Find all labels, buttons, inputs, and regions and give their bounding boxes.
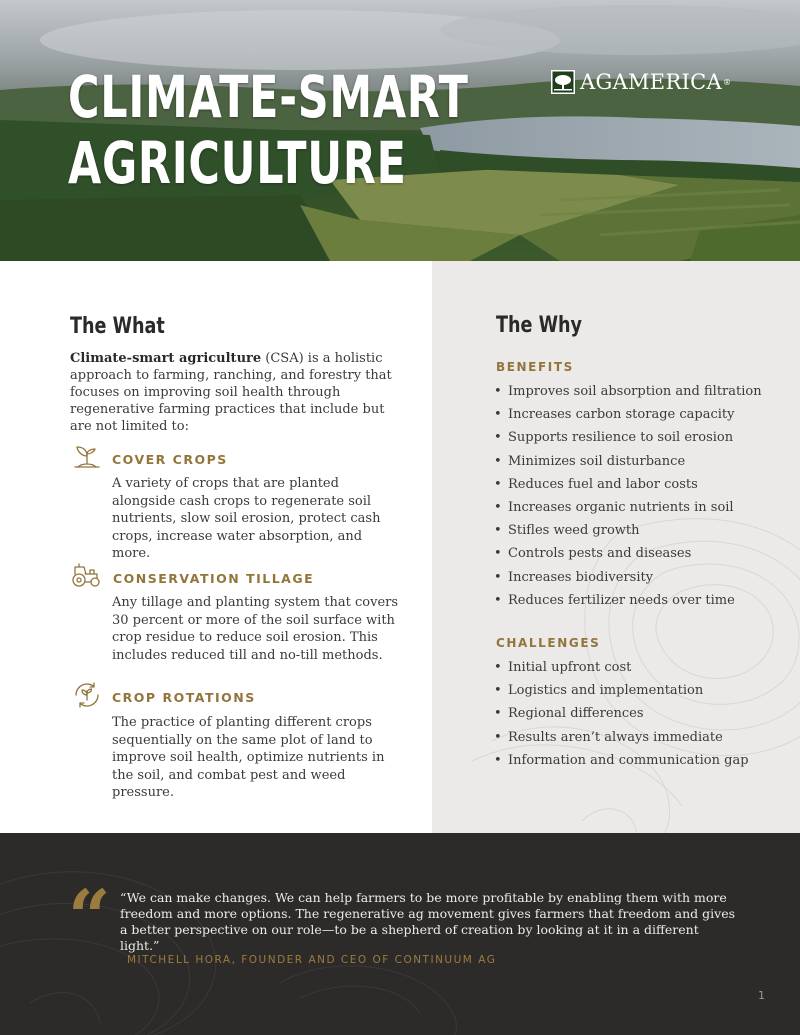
sprout-icon — [72, 442, 102, 472]
rotation-icon — [72, 680, 102, 710]
list-item: • Increases organic nutrients in soil — [494, 496, 762, 519]
list-item: • Improves soil absorption and filtration — [494, 380, 762, 403]
tree-logo-icon — [551, 70, 575, 94]
list-item: • Increases biodiversity — [494, 566, 762, 589]
quote-band — [0, 833, 800, 1035]
intro-bold-term: Climate-smart agriculture — [70, 351, 262, 366]
conservation-tillage-title: CONSERVATION TILLAGE — [113, 571, 315, 586]
registered-mark: ® — [722, 77, 731, 87]
challenges-list — [494, 656, 749, 772]
hero-banner — [0, 0, 800, 261]
benefits-title: BENEFITS — [496, 360, 574, 374]
list-item: • Reduces fertilizer needs over time — [494, 589, 762, 612]
quote-mark-icon: “ — [68, 875, 111, 961]
list-item: • Controls pests and diseases — [494, 542, 762, 565]
list-item: • Initial upfront cost — [494, 656, 749, 679]
list-item: • Logistics and implementation — [494, 679, 749, 702]
list-item: • Increases carbon storage capacity — [494, 403, 762, 426]
why-heading: The Why — [496, 313, 583, 338]
list-item: • Stifles weed growth — [494, 519, 762, 542]
what-column — [0, 261, 432, 833]
quote-author: MITCHELL HORA, FOUNDER AND CEO OF CONTINUUM AG — [127, 954, 497, 966]
list-item: • Reduces fuel and labor costs — [494, 473, 762, 496]
conservation-tillage-text: Any tillage and planting system that covers 30 percent or more of the soil surface with crop residue to reduce soil erosion. This includes reduced till and no-till methods. — [112, 595, 399, 663]
title-line-1: CLIMATE-SMART — [68, 63, 469, 131]
list-item: • Regional differences — [494, 702, 749, 725]
list-item: • Supports resilience to soil erosion — [494, 426, 762, 449]
cover-crops-title: COVER CROPS — [112, 452, 228, 467]
crop-rotations-title: CROP ROTATIONS — [112, 690, 256, 705]
list-item: • Minimizes soil disturbance — [494, 450, 762, 473]
why-column — [432, 261, 800, 833]
logo-wordmark: AGAMERICA — [580, 70, 722, 94]
challenges-title: CHALLENGES — [496, 636, 601, 650]
benefits-list — [494, 380, 762, 612]
tractor-icon — [70, 561, 102, 591]
cover-crops-text: A variety of crops that are planted alongside cash crops to regenerate soil nutrients, slow soil erosion, protect cash crops, increase water absorption, and more. — [112, 476, 381, 561]
page-number: 1 — [758, 989, 765, 1002]
list-item: • Results aren’t always immediate — [494, 726, 749, 749]
intro-text: (CSA) is a holistic approach to farming, ranching, and forestry that focuses on improving soil health through regenerative farming practices that include but are not limited to: — [70, 351, 392, 434]
what-heading: The What — [70, 314, 165, 339]
list-item: • Information and communication gap — [494, 749, 749, 772]
quote-text: “We can make changes. We can help farmers to be more profitable by enabling them with more freedom and more options. The regenerative ag movement gives farmers that freedom and gives a better perspective on our role—to be a shepherd of creation by looking at it in a different light.” — [120, 890, 736, 953]
crop-rotations-text: The practice of planting different crops sequentially on the same plot of land to improve soil health, optimize nutrients in the soil, and combat pest and weed pressure. — [112, 715, 385, 800]
title-line-2: AGRICULTURE — [68, 129, 407, 197]
page-title — [68, 64, 469, 196]
csa-intro — [70, 350, 400, 435]
agamerica-logo — [551, 69, 731, 95]
